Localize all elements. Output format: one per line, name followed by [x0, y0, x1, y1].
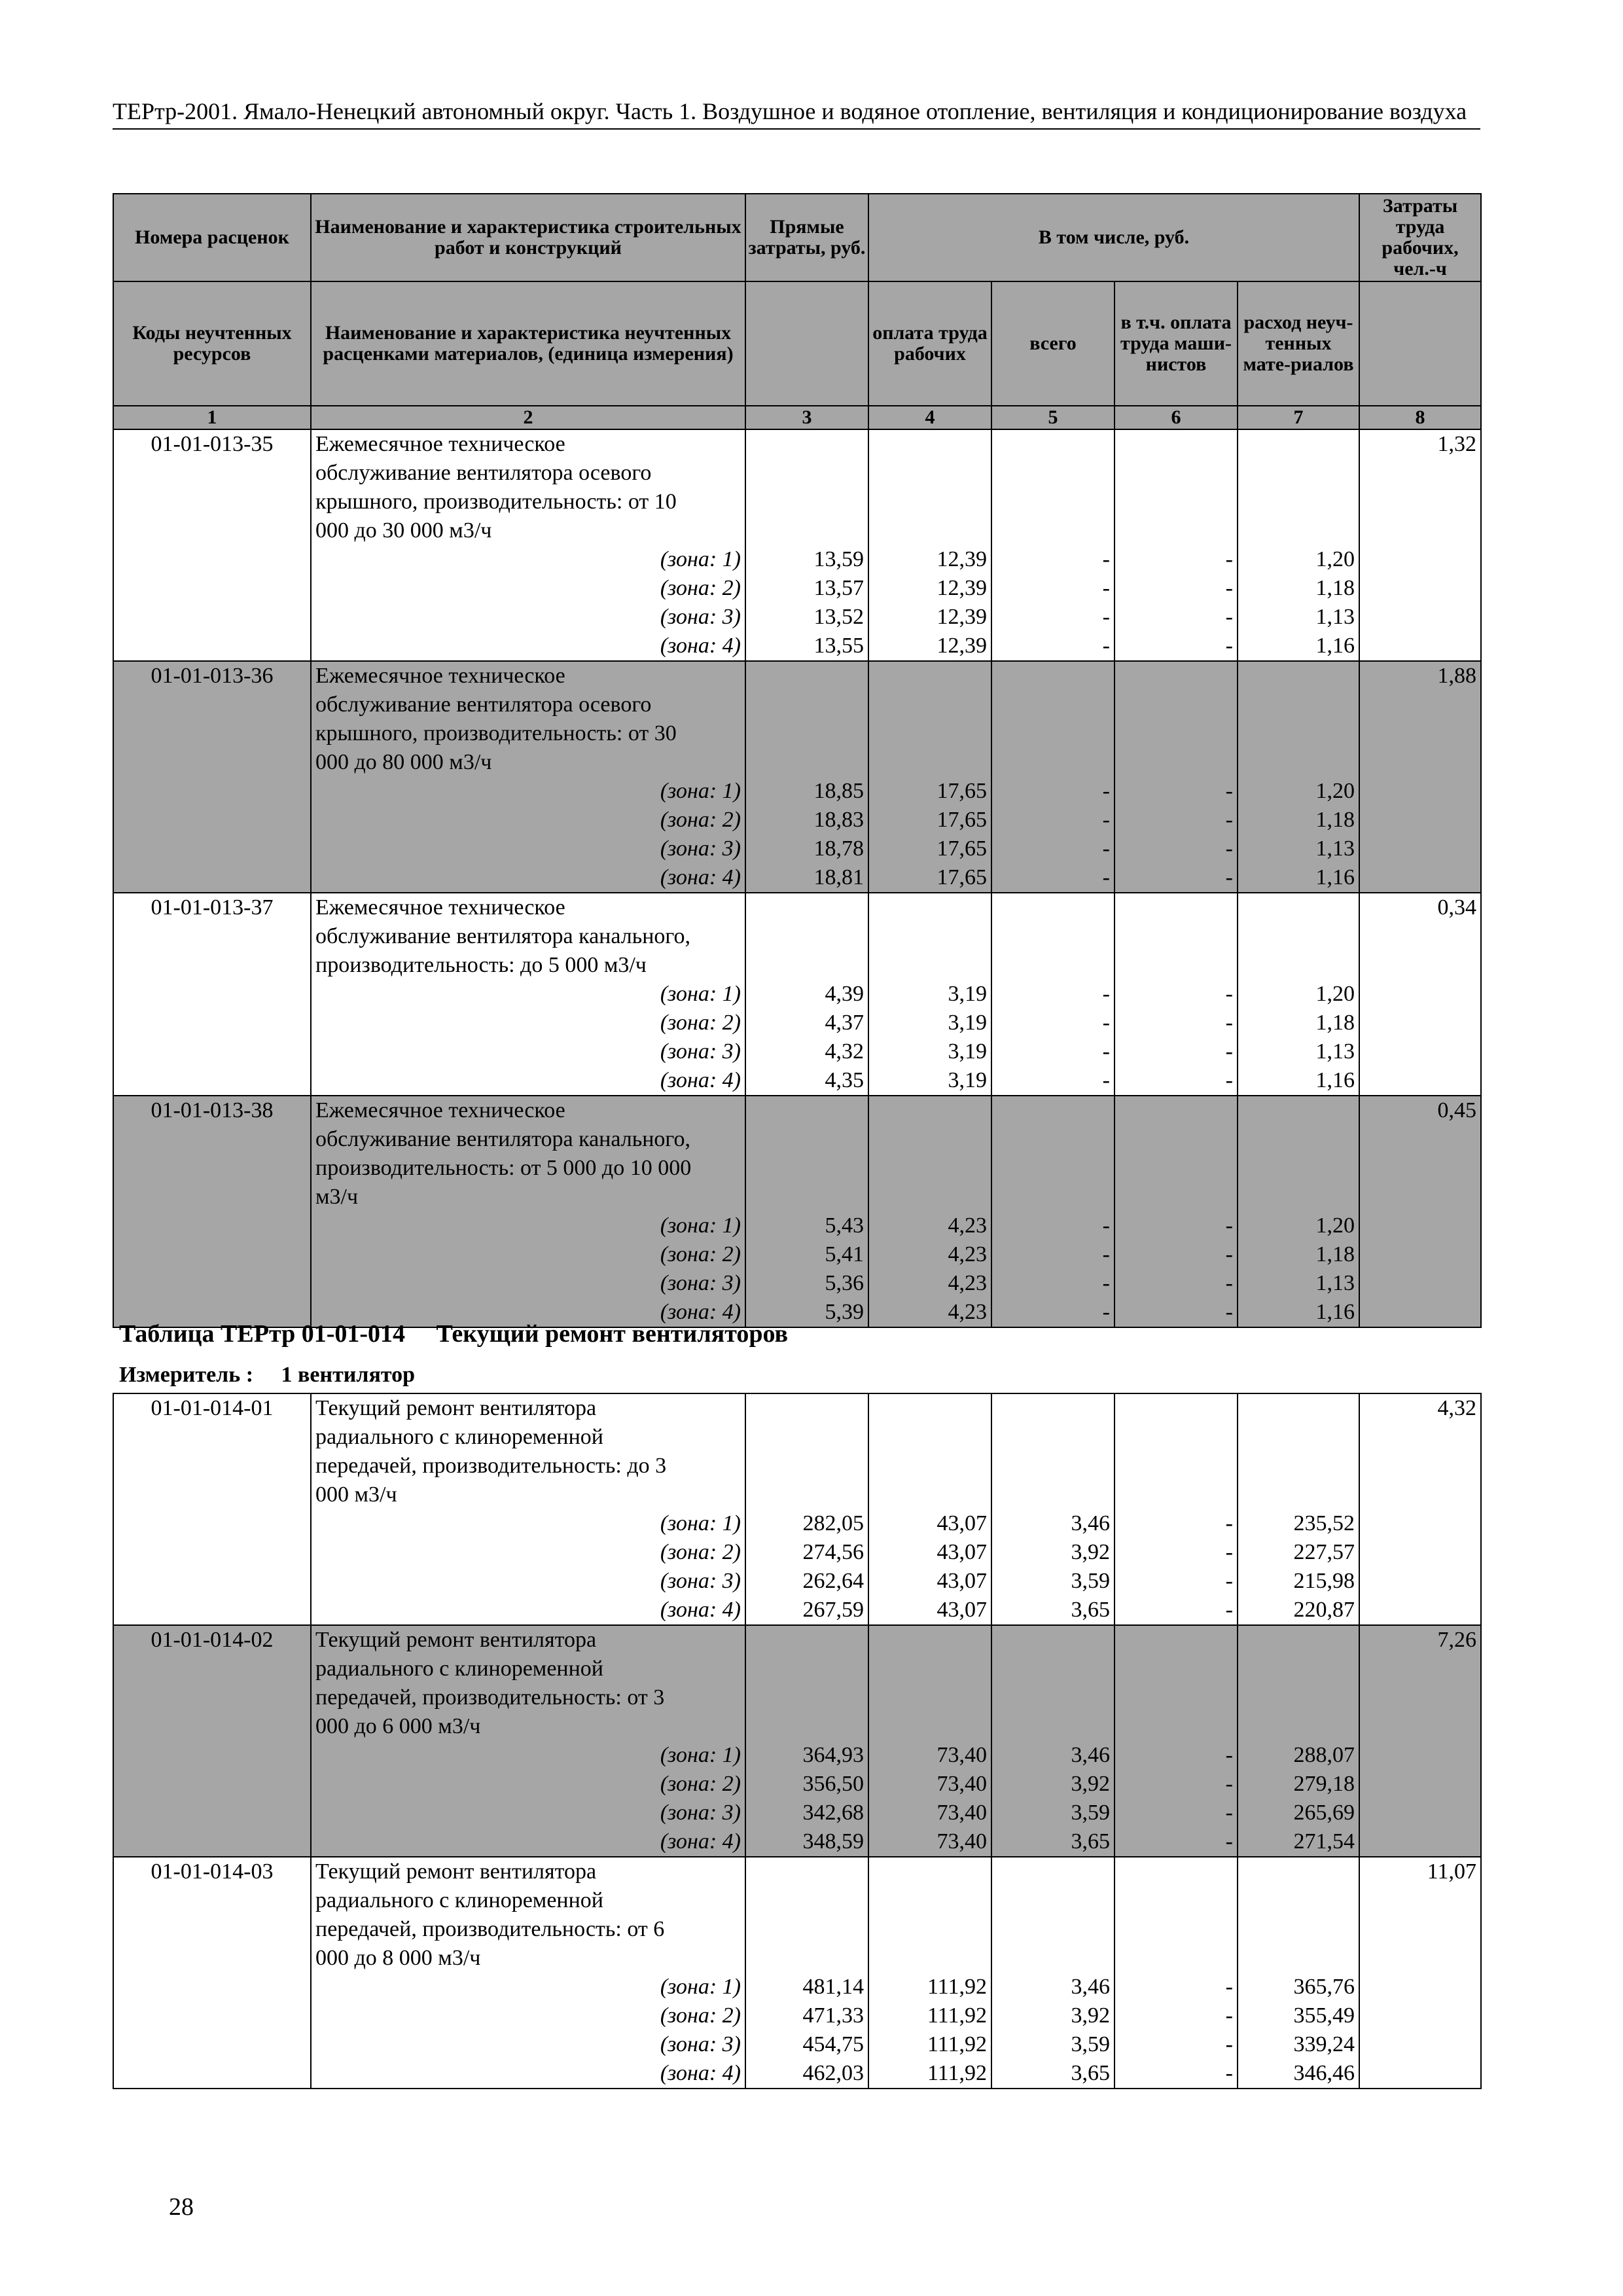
value-mat: 1,13 [1315, 1271, 1355, 1295]
value-mach: - [1102, 634, 1110, 658]
table-title: Таблица ТЕРтр 01-01-014 Текущий ремонт вентиляторов [119, 1320, 789, 1348]
value-mat: 288,07 [1293, 1743, 1355, 1767]
value-mach: - [1102, 1039, 1110, 1064]
value-direct: 13,57 [813, 576, 864, 600]
column-number: 8 [1359, 406, 1481, 429]
rate-description [311, 1393, 745, 1625]
value-machw: - [1225, 1801, 1233, 1825]
value-cell-mat [1238, 1096, 1359, 1327]
table-row [113, 661, 1481, 893]
rate-code: 01-01-013-36 [113, 661, 311, 893]
value-mat: 1,20 [1315, 982, 1355, 1006]
zone-label: (зона: 3) [660, 1271, 741, 1295]
value-cell-machw [1115, 1625, 1238, 1857]
header-work-name: Наименование и характеристика строительных работ и конструкций [311, 194, 745, 281]
value-wages: 4,23 [948, 1242, 987, 1266]
value-mat: 1,16 [1315, 1300, 1355, 1324]
value-mat: 339,24 [1293, 2032, 1355, 2056]
value-machw: - [1225, 779, 1233, 803]
value-wages: 17,65 [936, 836, 987, 861]
value-wages: 73,40 [936, 1801, 987, 1825]
value-wages: 12,39 [936, 605, 987, 629]
zone-label: (зона: 1) [660, 547, 741, 571]
rate-code: 01-01-013-35 [113, 429, 311, 661]
value-mat: 235,52 [1293, 1511, 1355, 1535]
value-wages: 73,40 [936, 1829, 987, 1854]
value-wages: 17,65 [936, 779, 987, 803]
value-direct: 274,56 [802, 1540, 864, 1564]
page-number: 28 [169, 2193, 194, 2221]
value-cell-wages [868, 1393, 991, 1625]
value-cell-mat [1238, 1393, 1359, 1625]
value-cell-direct [745, 893, 868, 1096]
value-wages: 43,07 [936, 1511, 987, 1535]
description-line: обслуживание вентилятора канального, [315, 1127, 691, 1151]
description-line: производительность: до 5 000 м3/ч [315, 953, 647, 977]
value-machw: - [1225, 547, 1233, 571]
value-machw: - [1225, 1540, 1233, 1564]
value-cell-mach [991, 1393, 1115, 1625]
value-wages: 43,07 [936, 1569, 987, 1593]
measure-unit: Измеритель : 1 вентилятор [119, 1363, 416, 1387]
value-direct: 342,68 [802, 1801, 864, 1825]
value-machw: - [1225, 1511, 1233, 1535]
value-mat: 365,76 [1293, 1975, 1355, 1999]
value-mach: 3,46 [1071, 1511, 1110, 1535]
value-direct: 18,78 [813, 836, 864, 861]
value-direct: 462,03 [802, 2061, 864, 2085]
value-wages: 111,92 [927, 2061, 987, 2085]
value-cell-mach [991, 893, 1115, 1096]
value-machw: - [1225, 1271, 1233, 1295]
zone-label: (зона: 2) [660, 808, 741, 832]
value-cell-direct [745, 1096, 868, 1327]
zone-label: (зона: 2) [660, 1011, 741, 1035]
header-material-usage: расход неуч-тенных мате-риалов [1238, 281, 1359, 406]
value-machw: - [1225, 1068, 1233, 1092]
header-material-name: Наименование и характеристика неучтенных расценками материалов, (единица измерения) [311, 281, 745, 406]
value-cell-machw [1115, 1857, 1238, 2089]
value-mach: - [1102, 982, 1110, 1006]
description-line: Ежемесячное техническое [315, 664, 565, 688]
table-row [113, 1857, 1481, 2089]
value-cell-wages [868, 661, 991, 893]
rate-code: 01-01-013-38 [113, 1096, 311, 1327]
value-wages: 111,92 [927, 1975, 987, 1999]
value-cell-mach [991, 661, 1115, 893]
value-wages: 3,19 [948, 1011, 987, 1035]
value-mach: - [1102, 1242, 1110, 1266]
value-direct: 267,59 [802, 1598, 864, 1622]
zone-label: (зона: 4) [660, 634, 741, 658]
value-direct: 262,64 [802, 1569, 864, 1593]
column-number: 7 [1238, 406, 1359, 429]
value-machw: - [1225, 1569, 1233, 1593]
zone-label: (зона: 4) [660, 1598, 741, 1622]
rate-code: 01-01-014-01 [113, 1393, 311, 1625]
description-line: 000 до 8 000 м3/ч [315, 1946, 481, 1970]
value-mat: 1,18 [1315, 576, 1355, 600]
value-direct: 471,33 [802, 2003, 864, 2028]
labor-cost: 4,32 [1359, 1393, 1481, 1625]
value-direct: 13,55 [813, 634, 864, 658]
header-machinist-wages: в т.ч. оплата труда маши-нистов [1115, 281, 1238, 406]
value-mach: 3,59 [1071, 2032, 1110, 2056]
value-direct: 356,50 [802, 1772, 864, 1796]
value-cell-direct [745, 661, 868, 893]
zone-label: (зона: 4) [660, 2061, 741, 2085]
header-resource-codes: Коды неучтенных ресурсов [113, 281, 311, 406]
value-mat: 1,18 [1315, 1011, 1355, 1035]
value-machw: - [1225, 1039, 1233, 1064]
value-direct: 13,59 [813, 547, 864, 571]
header-machines-total: всего [991, 281, 1115, 406]
value-mach: - [1102, 1300, 1110, 1324]
value-machw: - [1225, 1300, 1233, 1324]
labor-cost: 7,26 [1359, 1625, 1481, 1857]
zone-label: (зона: 2) [660, 1772, 741, 1796]
value-machw: - [1225, 1598, 1233, 1622]
value-mach: - [1102, 547, 1110, 571]
value-cell-mach [991, 1625, 1115, 1857]
value-direct: 5,36 [825, 1271, 864, 1295]
description-line: Ежемесячное техническое [315, 432, 565, 456]
value-direct: 282,05 [802, 1511, 864, 1535]
value-mach: 3,46 [1071, 1743, 1110, 1767]
value-wages: 43,07 [936, 1598, 987, 1622]
zone-label: (зона: 3) [660, 2032, 741, 2056]
value-mach: 3,59 [1071, 1801, 1110, 1825]
description-line: обслуживание вентилятора осевого [315, 692, 652, 717]
rate-description [311, 661, 745, 893]
value-mach: - [1102, 865, 1110, 889]
value-cell-mat [1238, 429, 1359, 661]
value-mach: - [1102, 1068, 1110, 1092]
value-wages: 4,23 [948, 1213, 987, 1238]
value-mat: 227,57 [1293, 1540, 1355, 1564]
column-number: 4 [868, 406, 991, 429]
value-machw: - [1225, 576, 1233, 600]
value-mach: - [1102, 1213, 1110, 1238]
header-labor-costs: Затраты труда рабочих, чел.-ч [1359, 194, 1481, 281]
value-machw: - [1225, 1213, 1233, 1238]
column-number: 2 [311, 406, 745, 429]
rate-description [311, 1857, 745, 2089]
table-row [113, 1096, 1481, 1327]
value-mach: 3,46 [1071, 1975, 1110, 1999]
value-direct: 5,41 [825, 1242, 864, 1266]
value-machw: - [1225, 1011, 1233, 1035]
description-line: Ежемесячное техническое [315, 895, 565, 920]
column-number: 1 [113, 406, 311, 429]
value-direct: 4,37 [825, 1011, 864, 1035]
zone-label: (зона: 2) [660, 2003, 741, 2028]
value-wages: 3,19 [948, 1068, 987, 1092]
value-mat: 1,13 [1315, 605, 1355, 629]
value-direct: 4,39 [825, 982, 864, 1006]
value-cell-wages [868, 1625, 991, 1857]
value-mat: 1,18 [1315, 808, 1355, 832]
zone-label: (зона: 3) [660, 1801, 741, 1825]
value-mach: - [1102, 605, 1110, 629]
value-cell-direct [745, 429, 868, 661]
rate-description [311, 429, 745, 661]
value-wages: 17,65 [936, 808, 987, 832]
zone-label: (зона: 2) [660, 1242, 741, 1266]
zone-label: (зона: 4) [660, 1829, 741, 1854]
column-number: 3 [745, 406, 868, 429]
value-cell-wages [868, 1857, 991, 2089]
value-machw: - [1225, 1829, 1233, 1854]
value-wages: 3,19 [948, 1039, 987, 1064]
value-wages: 43,07 [936, 1540, 987, 1564]
value-mach: - [1102, 836, 1110, 861]
value-mat: 1,20 [1315, 1213, 1355, 1238]
value-mach: 3,92 [1071, 1772, 1110, 1796]
labor-cost: 1,32 [1359, 429, 1481, 661]
description-line: радиального с клиноременной [315, 1657, 603, 1681]
value-machw: - [1225, 1743, 1233, 1767]
value-machw: - [1225, 836, 1233, 861]
value-cell-mach [991, 1857, 1115, 2089]
rate-code: 01-01-014-02 [113, 1625, 311, 1857]
value-mat: 215,98 [1293, 1569, 1355, 1593]
value-cell-wages [868, 1096, 991, 1327]
value-cell-machw [1115, 893, 1238, 1096]
value-cell-machw [1115, 1096, 1238, 1327]
description-line: производительность: от 5 000 до 10 000 [315, 1156, 692, 1180]
description-line: обслуживание вентилятора осевого [315, 461, 652, 485]
zone-label: (зона: 1) [660, 779, 741, 803]
value-cell-machw [1115, 1393, 1238, 1625]
value-machw: - [1225, 634, 1233, 658]
value-mat: 355,49 [1293, 2003, 1355, 2028]
value-direct: 4,35 [825, 1068, 864, 1092]
value-direct: 454,75 [802, 2032, 864, 2056]
value-mach: - [1102, 779, 1110, 803]
zone-label: (зона: 1) [660, 1213, 741, 1238]
description-line: радиального с клиноременной [315, 1888, 603, 1912]
rate-code: 01-01-014-03 [113, 1857, 311, 2089]
description-line: Ежемесячное техническое [315, 1098, 565, 1122]
value-cell-machw [1115, 661, 1238, 893]
value-mach: - [1102, 1011, 1110, 1035]
zone-label: (зона: 3) [660, 1569, 741, 1593]
value-mat: 1,16 [1315, 1068, 1355, 1092]
value-direct: 348,59 [802, 1829, 864, 1854]
value-direct: 13,52 [813, 605, 864, 629]
value-machw: - [1225, 1975, 1233, 1999]
document-header: ТЕРтр-2001. Ямало-Ненецкий автономный округ. Часть 1. Воздушное и водяное отопление, вентиляция и кондиционирование воздуха [113, 97, 1480, 130]
value-mat: 279,18 [1293, 1772, 1355, 1796]
value-direct: 18,81 [813, 865, 864, 889]
value-cell-direct [745, 1393, 868, 1625]
value-mach: 3,65 [1071, 1829, 1110, 1854]
value-machw: - [1225, 2061, 1233, 2085]
labor-cost: 1,88 [1359, 661, 1481, 893]
repair-rates-table [113, 1393, 1482, 2089]
description-line: Текущий ремонт вентилятора [315, 1396, 597, 1420]
value-cell-mach [991, 1096, 1115, 1327]
value-wages: 73,40 [936, 1743, 987, 1767]
value-mach: 3,65 [1071, 2061, 1110, 2085]
value-direct: 18,85 [813, 779, 864, 803]
zone-label: (зона: 4) [660, 1300, 741, 1324]
value-mat: 1,13 [1315, 1039, 1355, 1064]
value-wages: 12,39 [936, 634, 987, 658]
value-mach: - [1102, 576, 1110, 600]
value-cell-mat [1238, 661, 1359, 893]
zone-label: (зона: 4) [660, 865, 741, 889]
zone-label: (зона: 2) [660, 1540, 741, 1564]
value-mat: 1,16 [1315, 865, 1355, 889]
value-machw: - [1225, 865, 1233, 889]
header-direct-costs: Прямые затраты, руб. [745, 194, 868, 281]
zone-label: (зона: 1) [660, 1743, 741, 1767]
value-cell-direct [745, 1857, 868, 2089]
labor-cost: 0,45 [1359, 1096, 1481, 1327]
value-mat: 220,87 [1293, 1598, 1355, 1622]
description-line: 000 до 30 000 м3/ч [315, 518, 492, 543]
value-mat: 271,54 [1293, 1829, 1355, 1854]
value-mat: 265,69 [1293, 1801, 1355, 1825]
value-wages: 12,39 [936, 547, 987, 571]
column-number: 6 [1115, 406, 1238, 429]
value-wages: 111,92 [927, 2003, 987, 2028]
value-machw: - [1225, 2003, 1233, 2028]
value-direct: 18,83 [813, 808, 864, 832]
value-mat: 346,46 [1293, 2061, 1355, 2085]
description-line: радиального с клиноременной [315, 1425, 603, 1449]
value-mat: 1,20 [1315, 547, 1355, 571]
value-machw: - [1225, 605, 1233, 629]
rate-description [311, 1096, 745, 1327]
zone-label: (зона: 1) [660, 982, 741, 1006]
value-wages: 4,23 [948, 1271, 987, 1295]
labor-cost: 11,07 [1359, 1857, 1481, 2089]
zone-label: (зона: 3) [660, 836, 741, 861]
value-direct: 481,14 [802, 1975, 864, 1999]
header-including: В том числе, руб. [868, 194, 1359, 281]
value-mach: 3,65 [1071, 1598, 1110, 1622]
value-wages: 3,19 [948, 982, 987, 1006]
value-mach: 3,92 [1071, 1540, 1110, 1564]
value-cell-wages [868, 893, 991, 1096]
description-line: Текущий ремонт вентилятора [315, 1628, 597, 1652]
value-direct: 5,43 [825, 1213, 864, 1238]
header-wages: оплата труда рабочих [868, 281, 991, 406]
value-cell-mat [1238, 1857, 1359, 2089]
description-line: Текущий ремонт вентилятора [315, 1859, 597, 1884]
header-rates-number: Номера расценок [113, 194, 311, 281]
description-line: м3/ч [315, 1185, 359, 1209]
value-wages: 4,23 [948, 1300, 987, 1324]
zone-label: (зона: 3) [660, 1039, 741, 1064]
description-line: передачей, производительность: от 3 [315, 1685, 665, 1710]
value-mat: 1,20 [1315, 779, 1355, 803]
rate-description [311, 893, 745, 1096]
value-machw: - [1225, 2032, 1233, 2056]
zone-label: (зона: 1) [660, 1511, 741, 1535]
value-mach: - [1102, 808, 1110, 832]
column-number-row [113, 406, 1481, 429]
rates-table [113, 193, 1482, 1328]
description-line: крышного, производительность: от 30 [315, 721, 677, 745]
description-line: 000 м3/ч [315, 1482, 397, 1507]
value-mat: 1,18 [1315, 1242, 1355, 1266]
value-cell-machw [1115, 429, 1238, 661]
value-cell-mach [991, 429, 1115, 661]
table-row [113, 429, 1481, 661]
value-mach: 3,59 [1071, 1569, 1110, 1593]
column-number: 5 [991, 406, 1115, 429]
value-direct: 364,93 [802, 1743, 864, 1767]
value-mat: 1,13 [1315, 836, 1355, 861]
description-line: крышного, производительность: от 10 [315, 490, 677, 514]
value-cell-mat [1238, 893, 1359, 1096]
zone-label: (зона: 2) [660, 576, 741, 600]
description-line: передачей, производительность: до 3 [315, 1454, 667, 1478]
value-direct: 5,39 [825, 1300, 864, 1324]
value-cell-direct [745, 1625, 868, 1857]
value-machw: - [1225, 982, 1233, 1006]
rate-description [311, 1625, 745, 1857]
table-row [113, 1625, 1481, 1857]
rate-code: 01-01-013-37 [113, 893, 311, 1096]
table-row [113, 1393, 1481, 1625]
zone-label: (зона: 3) [660, 605, 741, 629]
description-line: передачей, производительность: от 6 [315, 1917, 665, 1941]
value-wages: 111,92 [927, 2032, 987, 2056]
table-row [113, 893, 1481, 1096]
zone-label: (зона: 4) [660, 1068, 741, 1092]
labor-cost: 0,34 [1359, 893, 1481, 1096]
value-wages: 17,65 [936, 865, 987, 889]
value-cell-wages [868, 429, 991, 661]
value-machw: - [1225, 1772, 1233, 1796]
description-line: обслуживание вентилятора канального, [315, 924, 691, 948]
description-line: 000 до 6 000 м3/ч [315, 1714, 481, 1738]
value-mach: - [1102, 1271, 1110, 1295]
value-machw: - [1225, 808, 1233, 832]
value-mat: 1,16 [1315, 634, 1355, 658]
value-wages: 73,40 [936, 1772, 987, 1796]
description-line: 000 до 80 000 м3/ч [315, 750, 492, 774]
value-direct: 4,32 [825, 1039, 864, 1064]
value-mach: 3,92 [1071, 2003, 1110, 2028]
value-wages: 12,39 [936, 576, 987, 600]
value-cell-mat [1238, 1625, 1359, 1857]
value-machw: - [1225, 1242, 1233, 1266]
zone-label: (зона: 1) [660, 1975, 741, 1999]
